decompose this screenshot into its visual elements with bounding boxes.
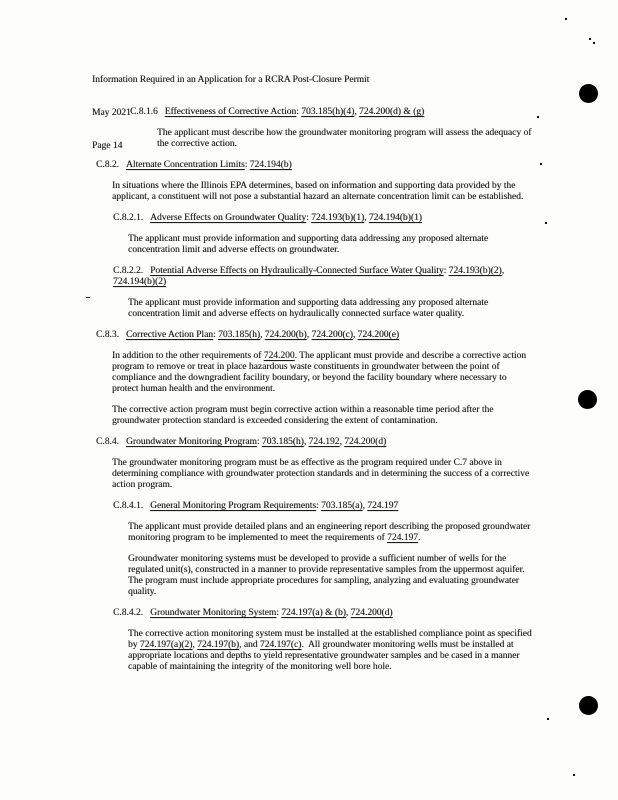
paragraph-text: The groundwater monitoring program must be as effective as the program required under C.7 above in determining compliance with groundwater protection standards and in determining the success of a corrective action program. xyxy=(112,458,532,490)
scan-speck xyxy=(540,163,542,165)
inline-citation: 724.197 xyxy=(387,533,418,543)
section xyxy=(0,266,618,320)
section xyxy=(0,160,618,203)
section-number: C.8.2. xyxy=(96,160,119,170)
section-paragraph xyxy=(128,522,533,544)
section-paragraph xyxy=(112,351,533,395)
scan-speck xyxy=(565,18,567,20)
section xyxy=(0,608,618,673)
citation-link: 724.200(e) xyxy=(357,330,400,340)
section-heading: C.8.4.2. Groundwater Monitoring System: 724.197(a) & (b), 724.200(d) xyxy=(113,608,393,618)
citation-link: 724.194(b)(2) xyxy=(113,277,167,287)
citation-link: 703.185(h) xyxy=(218,330,261,340)
punch-hole-top xyxy=(579,84,598,103)
inline-citation: 724.200 xyxy=(263,351,295,361)
section-title: Potential Adverse Effects on Hydraulically-Connected Surface Water Quality xyxy=(150,266,444,276)
paragraph-text: Groundwater monitoring systems must be developed to provide a sufficient number of wells for the regulated unit(s), constructed in a manner to provide representative samples from the uppermost aquifer. The program must include appropriate procedures for sampling, analyzing and evaluating groundwater quality. xyxy=(128,554,530,597)
section-number: C.8.2.1. xyxy=(113,213,144,223)
inline-citation: 724.197(c) xyxy=(259,640,302,650)
sections xyxy=(0,107,618,683)
citation-link: 724.193(b)(2) xyxy=(448,266,502,276)
citation-link: 724.193(b)(1) xyxy=(311,213,365,223)
section-paragraph xyxy=(128,554,533,598)
paragraph-text: The corrective action program must begin corrective action within a reasonable time period after the groundwater protection standard is exceeded considering the extent of contamination. xyxy=(112,405,496,426)
scan-speck xyxy=(589,38,591,40)
scan-speck xyxy=(547,718,549,720)
section-title: Alternate Concentration Limits xyxy=(125,160,245,170)
section-number: C.8.2.2. xyxy=(113,266,144,276)
section-paragraph xyxy=(128,298,533,320)
section xyxy=(0,437,618,491)
section-paragraph xyxy=(128,629,533,673)
section-number: C.8.4. xyxy=(96,437,119,447)
section-title: Adverse Effects on Groundwater Quality xyxy=(150,213,307,223)
inline-citation: 724.197(b) xyxy=(197,640,240,650)
section-heading: C.8.2. Alternate Concentration Limits: 724.194(b) xyxy=(96,160,292,170)
doc-header-page-number: Page 14 xyxy=(92,141,123,151)
section-paragraph xyxy=(112,181,533,203)
section-number: C.8.3. xyxy=(96,330,119,340)
punch-hole-middle xyxy=(578,390,597,409)
section-heading: C.8.2.1. Adverse Effects on Groundwater Quality: 724.193(b)(1), 724.194(b)(1) xyxy=(113,213,422,223)
citation-link: 703.185(h)(4) xyxy=(301,107,355,117)
paragraph-text: In addition to the other requirements of xyxy=(112,351,264,361)
scan-speck xyxy=(573,774,575,776)
paragraph-text: The corrective action monitoring system must be installed at the established compliance point as specified by xyxy=(128,629,535,650)
scan-speck xyxy=(537,116,539,118)
section-heading: C.8.4. Groundwater Monitoring Program: 703.185(h), 724.192, 724.200(d) xyxy=(96,437,387,447)
section-heading: C.8.4.1. General Monitoring Program Requirements: 703.185(a), 724.197 xyxy=(113,501,399,511)
paragraph-text: , xyxy=(192,640,198,650)
paragraph-text: The applicant must provide information and supporting data addressing any proposed alternate concentration limit and adverse effects on hydraulically connected surface water quality. xyxy=(128,298,491,319)
section-title: Groundwater Monitoring System xyxy=(150,608,277,618)
section-heading: C.8.3. Corrective Action Plan: 703.185(h), 724.200(b), 724.200(c), 724.200(e) xyxy=(96,330,400,340)
citation-link: 724.200(d) xyxy=(350,608,393,618)
section xyxy=(0,213,618,256)
citation-link: 724.200(b) xyxy=(264,330,307,340)
section-number: C.8.4.1. xyxy=(113,501,144,511)
punch-hole-bottom xyxy=(579,696,598,715)
section xyxy=(0,107,618,150)
scan-speck xyxy=(86,297,90,298)
section-heading: C.8.2.2. Potential Adverse Effects on Hydraulically-Connected Surface Water Quality: 724.193(b)(2), 724.194(b)(2) xyxy=(113,266,505,287)
section-title: Effectiveness of Corrective Action xyxy=(164,107,297,117)
section-number: C.8.1.6 xyxy=(130,107,158,117)
section-paragraph xyxy=(112,458,533,491)
section-title: General Monitoring Program Requirements xyxy=(150,501,317,511)
section-paragraph xyxy=(112,405,533,427)
citation-link: 724.194(b)(1) xyxy=(368,213,422,223)
paragraph-text: , and xyxy=(239,640,260,650)
section-title: Groundwater Monitoring Program xyxy=(125,437,257,447)
section-title: Corrective Action Plan xyxy=(125,330,214,340)
doc-header-date: May 2021 xyxy=(92,108,131,118)
citation-link: 703.185(h) xyxy=(261,437,304,447)
paragraph-text: In situations where the Illinois EPA determines, based on information and supporting data provided by the applicant, a constituent will not pose a substantial hazard an alternate concentration limit can be established. xyxy=(112,181,524,202)
paragraph-text: The applicant must provide information and supporting data addressing any proposed alternate concentration limit and adverse effects on groundwater. xyxy=(128,234,491,255)
scan-speck xyxy=(593,42,595,44)
scan-speck xyxy=(545,222,547,224)
citation-link: 724.194(b) xyxy=(249,160,292,170)
citation-link: 724.200(d) xyxy=(344,437,387,447)
citation-link: 724.200(c) xyxy=(311,330,353,340)
inline-citation: 724.197(a)(2) xyxy=(139,640,193,650)
section xyxy=(0,330,618,427)
paragraph-text: The applicant must describe how the groundwater monitoring program will assess the adequacy of the corrective action. xyxy=(157,128,534,149)
section-number: C.8.4.2. xyxy=(113,608,144,618)
citation-link: 724.197(a) & (b) xyxy=(281,608,346,618)
doc-header-title: Information Required in an Application for a RCRA Post-Closure Permit xyxy=(92,75,370,85)
citation-link: 724.200(d) & (g) xyxy=(358,107,425,117)
citation-link: 724.197 xyxy=(367,501,399,511)
section-paragraph xyxy=(157,128,533,150)
citation-link: 724.192 xyxy=(308,437,340,447)
paragraph-text: . xyxy=(417,533,421,543)
paragraph-text: The applicant must provide detailed plans and an engineering report describing the proposed groundwater monitoring program to be implemented to meet the requirements of xyxy=(128,522,533,543)
paragraph-text: . The applicant must provide and describe a corrective action program to remove or treat in place hazardous waste constituents in groundwater between the point of compliance and the downgradient facility boundary, or beyond the facility boundary where necessary to protect human health and the environment. xyxy=(112,351,529,394)
section-heading: C.8.1.6 Effectiveness of Corrective Action: 703.185(h)(4), 724.200(d) & (g) xyxy=(130,107,425,117)
section xyxy=(0,501,618,598)
citation-link: 703.185(a) xyxy=(321,501,363,511)
section-paragraph xyxy=(128,234,533,256)
paragraph-text: . All groundwater monitoring wells must be installed at appropriate locations and depths to yield representative groundwater samples and be cased in a manner capable of maintaining the integrity of the monitoring well bore hole. xyxy=(128,640,522,672)
